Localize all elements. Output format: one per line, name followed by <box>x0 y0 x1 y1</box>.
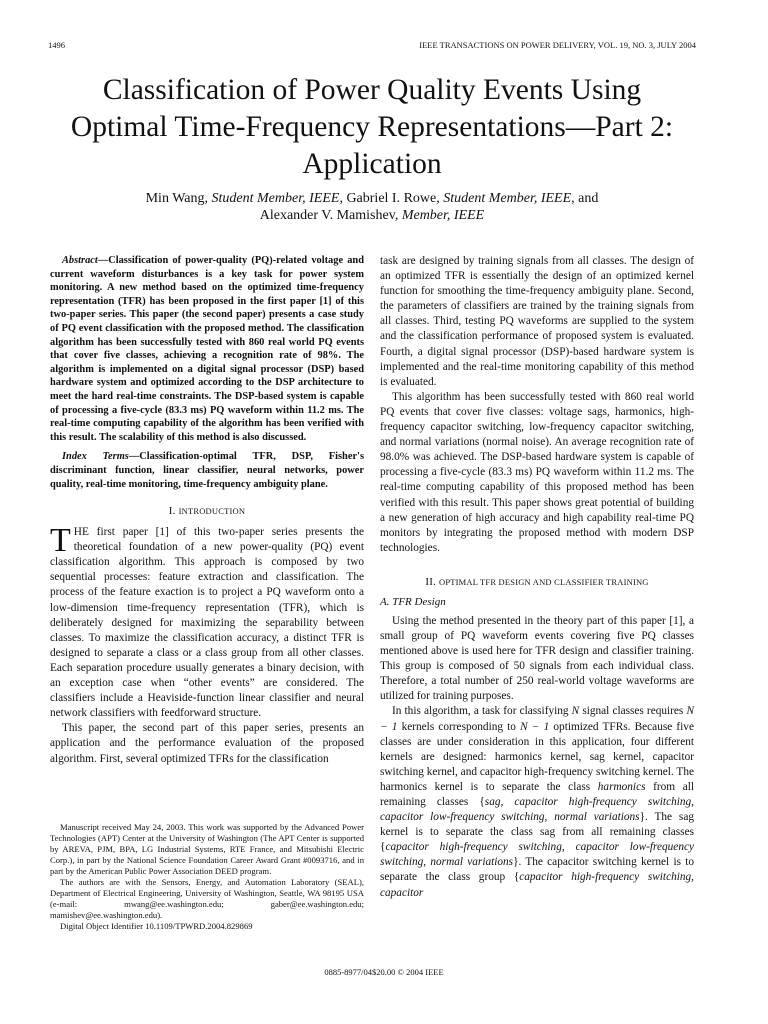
author-line-1: Min Wang, Student Member, IEEE, Gabriel I. Rowe, Student Member, IEEE, and <box>145 191 599 206</box>
author-role: Student Member, IEEE <box>211 191 340 206</box>
abstract-label: Abstract <box>62 255 98 266</box>
footnote-authors: The authors are with the Sensors, Energy, and Automation Laboratory (SEAL), Department of Electrical Engineering, University of Washington, Seattle, WA 98195 USA (e-mail: mwang@ee.washington.edu; gaber@ee.washington.edu; mamishev@ee.washington.edu). <box>50 877 364 920</box>
subsection-heading: A. TFR Design <box>380 595 446 608</box>
title-line-3: Application <box>302 148 442 180</box>
author-line-2: Alexander V. Mamishev, Member, IEEE <box>259 208 485 223</box>
footnotes <box>50 822 364 932</box>
title-line-1: Classification of Power Quality Events Using <box>102 74 642 106</box>
text-run: In this algorithm, a task for classifying <box>392 705 572 718</box>
right-column <box>380 254 694 901</box>
footnote-doi: Digital Object Identifier 10.1109/TPWRD.2004.829869 <box>60 921 253 931</box>
text-run: }. The capacitor switching kernel is to separate the class group { <box>380 856 695 884</box>
author-name: Alexander V. Mamishev <box>259 208 395 223</box>
title-line-2: Optimal Time-Frequency Representations—Part 2: <box>70 111 674 143</box>
section-heading <box>50 505 364 517</box>
paragraph-text: HE first paper [1] of this two-paper series presents the theoretical foundation of a new power-quality (PQ) event classification algorithm. This approach is composed by two sequential processes: feature extraction and classification. The process of the feature exaction is to project a PQ waveform onto a low-dimension time-frequency representation (TFR), which is deliberately designed for maximizing the separability between classes. To maximize the classification accuracy, a distinct TFR is designed to separate a class or a class group from all other classes. Each separation procedure usually generates a binary decision, with an exception case when “other events” are considered. The classifiers include a Heaviside-function linear classifier and neural network classifiers with feedforward structure. <box>50 526 364 720</box>
paper-title <box>40 72 704 183</box>
emphasis: capacitor high-frequency switching, capacitor <box>380 871 694 899</box>
abstract <box>50 254 364 444</box>
section-title: INTRODUCTION <box>178 506 246 517</box>
section-title: OPTIMAL TFR DESIGN AND CLASSIFIER TRAINING <box>438 576 649 587</box>
intro-paragraph-continued: task are designed by training signals from all classes. The design of an optimized TFR is essentially the design of an optimized kernel function for smoothing the time-frequency ambiguity plane. Second, the parameters of classifiers are trained by the training signals from all classes. Third, testing PQ waveforms are supplied to the system and the classification performance of proposed system is evaluated. Fourth, a digital signal processor (DSP)-based hardware system is implemented and the real-time monitoring capability of this method is evaluated. <box>380 255 694 388</box>
section-heading <box>380 576 694 588</box>
author-role: Student Member, IEEE <box>443 191 572 206</box>
tfr-paragraph-1: Using the method presented in the theory part of this paper [1], a small group of PQ waveform events covering five PQ classes mentioned above is used here for TFR design and classifier training. This group is composed of 50 signals from each individual class. Therefore, a total number of 250 real-world voltage waveforms are utilized for training purposes. <box>380 614 694 703</box>
emphasis: harmonics <box>597 780 646 793</box>
author-name: Min Wang <box>145 191 205 206</box>
author-conjunction: and <box>578 191 599 206</box>
author-role: Member, IEEE <box>401 208 485 223</box>
index-terms-text: —Classification-optimal TFR, DSP, Fisher's discriminant function, linear classifier, neural networks, power quality, real-time monitoring, time-frequency ambiguity plane. <box>50 451 364 490</box>
drop-cap: T <box>50 522 71 560</box>
author-name: Gabriel I. Rowe <box>346 191 437 206</box>
section-numeral: I. <box>168 505 176 518</box>
text-run: signal classes requires <box>579 705 687 718</box>
text-run: optimized TFRs. Because five classes are under consideration in this application, four different kernels are designed: harmonics kernel, sag kernel, capacitor switching kernel, and capacitor high-frequency switching kernel. The harmonics kernel is to separate the class <box>380 720 694 793</box>
author-list <box>40 190 704 224</box>
text-run: }. The sag kernel is to separate the class sag from all remaining classes { <box>380 811 694 854</box>
journal-header: IEEE TRANSACTIONS ON POWER DELIVERY, VOL. 19, NO. 3, JULY 2004 <box>419 40 696 50</box>
page-number: 1496 <box>48 40 65 50</box>
section-numeral: II. <box>425 575 437 588</box>
index-terms <box>50 450 364 491</box>
math-symbol: N <box>571 705 580 718</box>
math-expression: N − 1 <box>380 705 694 733</box>
math-expression: N − 1 <box>520 720 550 733</box>
text-run: kernels corresponding to <box>397 720 521 733</box>
emphasis: capacitor high-frequency switching, capacitor low-frequency switching, normal variations <box>380 841 694 869</box>
intro-paragraph-1 <box>50 522 364 721</box>
intro-paragraph-2: This paper, the second part of this paper series, presents an application and the performance evaluation of the proposed algorithm. First, several optimized TFRs for the classification <box>50 722 364 765</box>
intro-paragraph-3: This algorithm has been successfully tested with 860 real world PQ events that cover five classes: voltage sags, harmonics, high-frequency capacitor switching, low-frequency capacitor switching, and normal variations (normal noise). An average recognition rate of 98.0% was achieved. The DSP-based hardware system is capable of processing a five-cycle (83.3 ms) PQ waveform within 11.2 ms. The real-time computing capability of this proposed method has been verified with this result. This paper shows great potential of building a new generation of high accuracy and high capability real-time PQ monitors by integrating the proposed method with modern DSP technologies. <box>380 390 694 554</box>
copyright-footer: 0885-8977/04$20.00 © 2004 IEEE <box>324 967 444 977</box>
text-run: from all remaining classes { <box>380 780 694 808</box>
index-terms-label: Index Terms <box>62 451 129 463</box>
tfr-paragraph-2 <box>380 704 694 900</box>
abstract-text: —Classification of power-quality (PQ)-related voltage and current waveform disturbances is a key task for power system monitoring. A new method based on the optimized time-frequency representation (TFR) has been proposed in the first paper [1] of this two-paper series. This paper (the second paper) presents a case study of PQ event classification with the proposed method. The classification algorithm has been successfully tested with 860 real world PQ events that cover five classes, achieving a recognition rate of 98%. The algorithm is implemented on a digital signal processor (DSP) based hardware system and optimized according to the DSP architecture to meet the hard real-time constraints. The DSP-based system is capable of processing a five-cycle (83.3 ms) PQ waveform within 11.2 ms. The real-time computing capability of the algorithm has been verified with this result. The scalability of this method is also discussed. <box>50 255 364 443</box>
emphasis: sag, capacitor high-frequency switching, capacitor low-frequency switching, normal variations <box>380 796 694 824</box>
footnote-manuscript: Manuscript received May 24, 2003. This work was supported by the Advanced Power Technologies (APT) Center at the University of Washington (The APT Center is supported by AREVA, PJM, BPA, LG Industrial Systems, RTE France, and Mitsubishi Electric Corp.), in part by the National Science Foundation Career Award Grant #0093716, and in part by the American Public Power Association DEED program. <box>50 822 364 876</box>
left-column <box>50 254 364 767</box>
